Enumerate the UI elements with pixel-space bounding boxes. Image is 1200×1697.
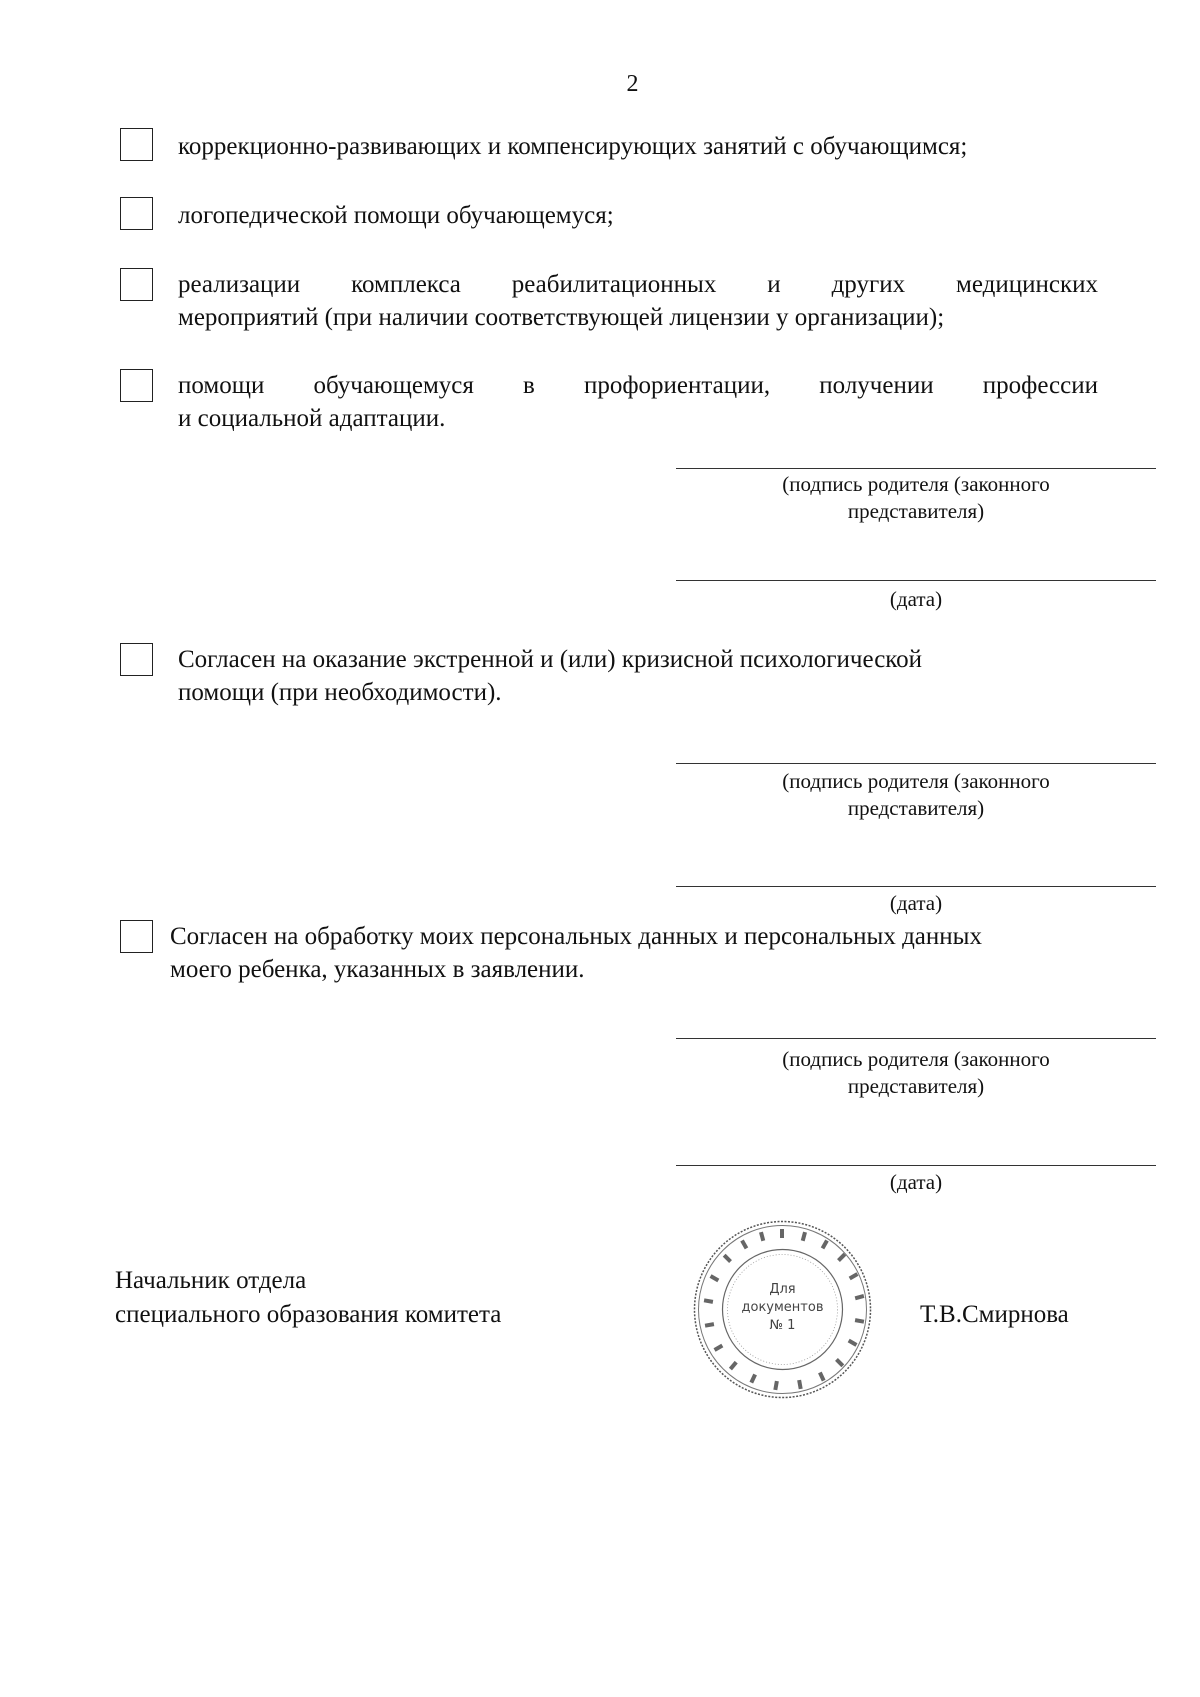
date-caption-3: (дата) (889, 1170, 943, 1194)
item-text-speech-therapy: логопедической помощи обучающемуся; (178, 202, 614, 229)
item-text-rehabilitation-line2: мероприятий (при наличии соответствующей лицензии у организации); (178, 304, 945, 331)
signature-caption-1 (676, 471, 1156, 525)
date-line-2[interactable] (676, 886, 1156, 887)
stamp-text-line3: № 1 (769, 1318, 796, 1333)
stamp-text-line1: Для (769, 1282, 796, 1297)
checkbox-speech-therapy[interactable] (120, 197, 153, 230)
date-caption-1: (дата) (889, 587, 943, 611)
signature-line-1[interactable] (676, 468, 1156, 469)
signatory-position (115, 1264, 501, 1332)
stamp-text-line2: документов (741, 1300, 824, 1315)
consent-text-crisis-help-line2: помощи (при необходимости). (178, 679, 502, 706)
item-text-correction-classes: коррекционно-развивающих и компенсирующих занятий с обучающимся; (178, 133, 968, 160)
item-text-career-guidance-line2: и социальной адаптации. (178, 405, 446, 432)
checkbox-crisis-help-consent[interactable] (120, 643, 153, 676)
item-text-career-guidance-line1: помощи обучающемуся в профориентации, получении профессии (178, 372, 1098, 399)
page-number: 2 (626, 71, 639, 97)
signatory-name: Т.В.Смирнова (920, 1301, 1069, 1328)
date-line-1[interactable] (676, 580, 1156, 581)
item-text-rehabilitation (178, 268, 1098, 334)
signature-caption-3 (676, 1046, 1156, 1100)
official-stamp-seal (690, 1217, 875, 1402)
signature-line-2[interactable] (676, 763, 1156, 764)
checkbox-personal-data-consent[interactable] (120, 920, 153, 953)
item-text-career-guidance (178, 369, 1098, 435)
checkbox-correction-classes[interactable] (120, 128, 153, 161)
signature-caption-2-line2: представителя) (847, 796, 985, 820)
signature-line-3[interactable] (676, 1038, 1156, 1039)
checkbox-rehabilitation[interactable] (120, 268, 153, 301)
consent-text-personal-data-line1: Согласен на обработку моих персональных данных и персональных данных (170, 923, 982, 950)
signature-caption-2 (676, 768, 1156, 822)
signature-caption-3-line2: представителя) (847, 1074, 985, 1098)
date-caption-2: (дата) (889, 891, 943, 915)
consent-text-crisis-help (178, 643, 922, 709)
consent-text-personal-data (170, 920, 982, 986)
consent-text-crisis-help-line1: Согласен на оказание экстренной и (или) кризисной психологической (178, 646, 923, 673)
date-line-3[interactable] (676, 1165, 1156, 1166)
signature-caption-3-line1: (подпись родителя (законного (782, 1047, 1050, 1071)
signature-caption-2-line1: (подпись родителя (законного (782, 769, 1050, 793)
signature-caption-1-line2: представителя) (847, 499, 985, 523)
signatory-position-line1: Начальник отдела (115, 1267, 307, 1294)
checkbox-career-guidance[interactable] (120, 369, 153, 402)
consent-text-personal-data-line2: моего ребенка, указанных в заявлении. (170, 956, 585, 983)
signature-caption-1-line1: (подпись родителя (законного (782, 472, 1050, 496)
signatory-position-line2: специального образования комитета (115, 1301, 502, 1328)
item-text-rehabilitation-line1: реализации комплекса реабилитационных и других медицинских (178, 271, 1098, 298)
